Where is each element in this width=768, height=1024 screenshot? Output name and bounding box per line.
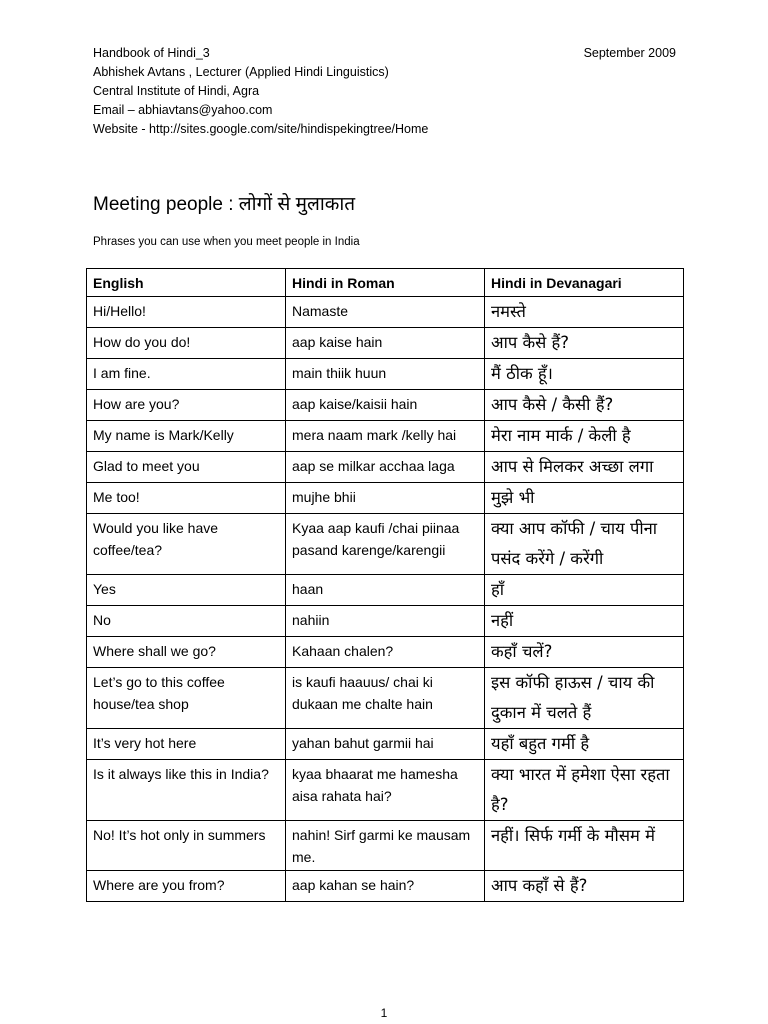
- cell-devanagari: हाँ: [485, 575, 684, 606]
- header-date: September 2009: [583, 46, 676, 60]
- cell-english: My name is Mark/Kelly: [87, 421, 286, 452]
- cell-english: How are you?: [87, 390, 286, 421]
- cell-english: I am fine.: [87, 359, 286, 390]
- cell-devanagari: मैं ठीक हूँ।: [485, 359, 684, 390]
- cell-roman: aap se milkar acchaa laga: [286, 452, 485, 483]
- cell-roman: mujhe bhii: [286, 483, 485, 514]
- cell-roman: Kahaan chalen?: [286, 637, 485, 668]
- table-row: [87, 637, 684, 668]
- cell-devanagari: आप कैसे हैं?: [485, 328, 684, 359]
- cell-devanagari: यहाँ बहुत गर्मी है: [485, 729, 684, 760]
- cell-devanagari: आप कहाँ से हैं?: [485, 871, 684, 902]
- cell-english: No! It’s hot only in summers: [87, 821, 286, 871]
- table-row: [87, 871, 684, 902]
- page-subtitle: Phrases you can use when you meet people in India: [93, 236, 360, 248]
- cell-devanagari: मेरा नाम मार्क / केली है: [485, 421, 684, 452]
- table-row: [87, 760, 684, 821]
- cell-devanagari: आप कैसे / कैसी हैं?: [485, 390, 684, 421]
- cell-roman: Namaste: [286, 297, 485, 328]
- table-row: [87, 821, 684, 871]
- cell-roman: kyaa bhaarat me hamesha aisa rahata hai?: [286, 760, 485, 821]
- cell-english: Me too!: [87, 483, 286, 514]
- table-row: [87, 483, 684, 514]
- cell-devanagari: कहाँ चलें?: [485, 637, 684, 668]
- page-number: 1: [380, 1006, 388, 1020]
- table-row: [87, 514, 684, 575]
- cell-roman: yahan bahut garmii hai: [286, 729, 485, 760]
- column-header-roman: Hindi in Roman: [286, 269, 485, 297]
- cell-english: Let’s go to this coffee house/tea shop: [87, 668, 286, 729]
- cell-english: Hi/Hello!: [87, 297, 286, 328]
- table-row: [87, 452, 684, 483]
- cell-english: No: [87, 606, 286, 637]
- page-title: Meeting people : लोगों से मुलाकात: [93, 194, 356, 215]
- column-header-devanagari: Hindi in Devanagari: [485, 269, 684, 297]
- cell-roman: main thiik huun: [286, 359, 485, 390]
- cell-roman: nahin! Sirf garmi ke mausam me.: [286, 821, 485, 871]
- table-row: [87, 328, 684, 359]
- cell-devanagari: नमस्ते: [485, 297, 684, 328]
- header-website: Website - http://sites.google.com/site/hindispekingtree/Home: [93, 122, 429, 136]
- header-institute: Central Institute of Hindi, Agra: [93, 84, 260, 98]
- table-row: [87, 668, 684, 729]
- table-row: [87, 297, 684, 328]
- table-header-row: [87, 269, 684, 297]
- cell-devanagari: क्या भारत में हमेशा ऐसा रहता है?: [485, 760, 684, 821]
- header-author: Abhishek Avtans , Lecturer (Applied Hindi Linguistics): [93, 65, 389, 79]
- cell-roman: Kyaa aap kaufi /chai piinaa pasand karenge/karengii: [286, 514, 485, 575]
- header-book-title: Handbook of Hindi_3: [93, 46, 210, 60]
- table-row: [87, 421, 684, 452]
- cell-devanagari: नहीं। सिर्फ गर्मी के मौसम में: [485, 821, 684, 871]
- cell-devanagari: मुझे भी: [485, 483, 684, 514]
- document-header: [93, 44, 676, 139]
- cell-english: How do you do!: [87, 328, 286, 359]
- cell-roman: is kaufi haauus/ chai ki dukaan me chalte hain: [286, 668, 485, 729]
- cell-english: Yes: [87, 575, 286, 606]
- cell-english: Is it always like this in India?: [87, 760, 286, 821]
- table-row: [87, 390, 684, 421]
- cell-roman: aap kaise/kaisii hain: [286, 390, 485, 421]
- cell-roman: aap kaise hain: [286, 328, 485, 359]
- phrases-table: [86, 268, 684, 902]
- cell-roman: aap kahan se hain?: [286, 871, 485, 902]
- cell-devanagari: नहीं: [485, 606, 684, 637]
- cell-roman: mera naam mark /kelly hai: [286, 421, 485, 452]
- cell-roman: haan: [286, 575, 485, 606]
- table-row: [87, 729, 684, 760]
- cell-english: Where shall we go?: [87, 637, 286, 668]
- cell-devanagari: आप से मिलकर अच्छा लगा: [485, 452, 684, 483]
- cell-devanagari: इस कॉफी हाऊस / चाय की दुकान में चलते हैं: [485, 668, 684, 729]
- cell-english: It’s very hot here: [87, 729, 286, 760]
- table-row: [87, 606, 684, 637]
- cell-english: Where are you from?: [87, 871, 286, 902]
- cell-english: Would you like have coffee/tea?: [87, 514, 286, 575]
- cell-english: Glad to meet you: [87, 452, 286, 483]
- header-email: Email – abhiavtans@yahoo.com: [93, 103, 273, 117]
- table-row: [87, 575, 684, 606]
- column-header-english: English: [87, 269, 286, 297]
- cell-roman: nahiin: [286, 606, 485, 637]
- table-row: [87, 359, 684, 390]
- cell-devanagari: क्या आप कॉफी / चाय पीना पसंद करेंगे / करेंगी: [485, 514, 684, 575]
